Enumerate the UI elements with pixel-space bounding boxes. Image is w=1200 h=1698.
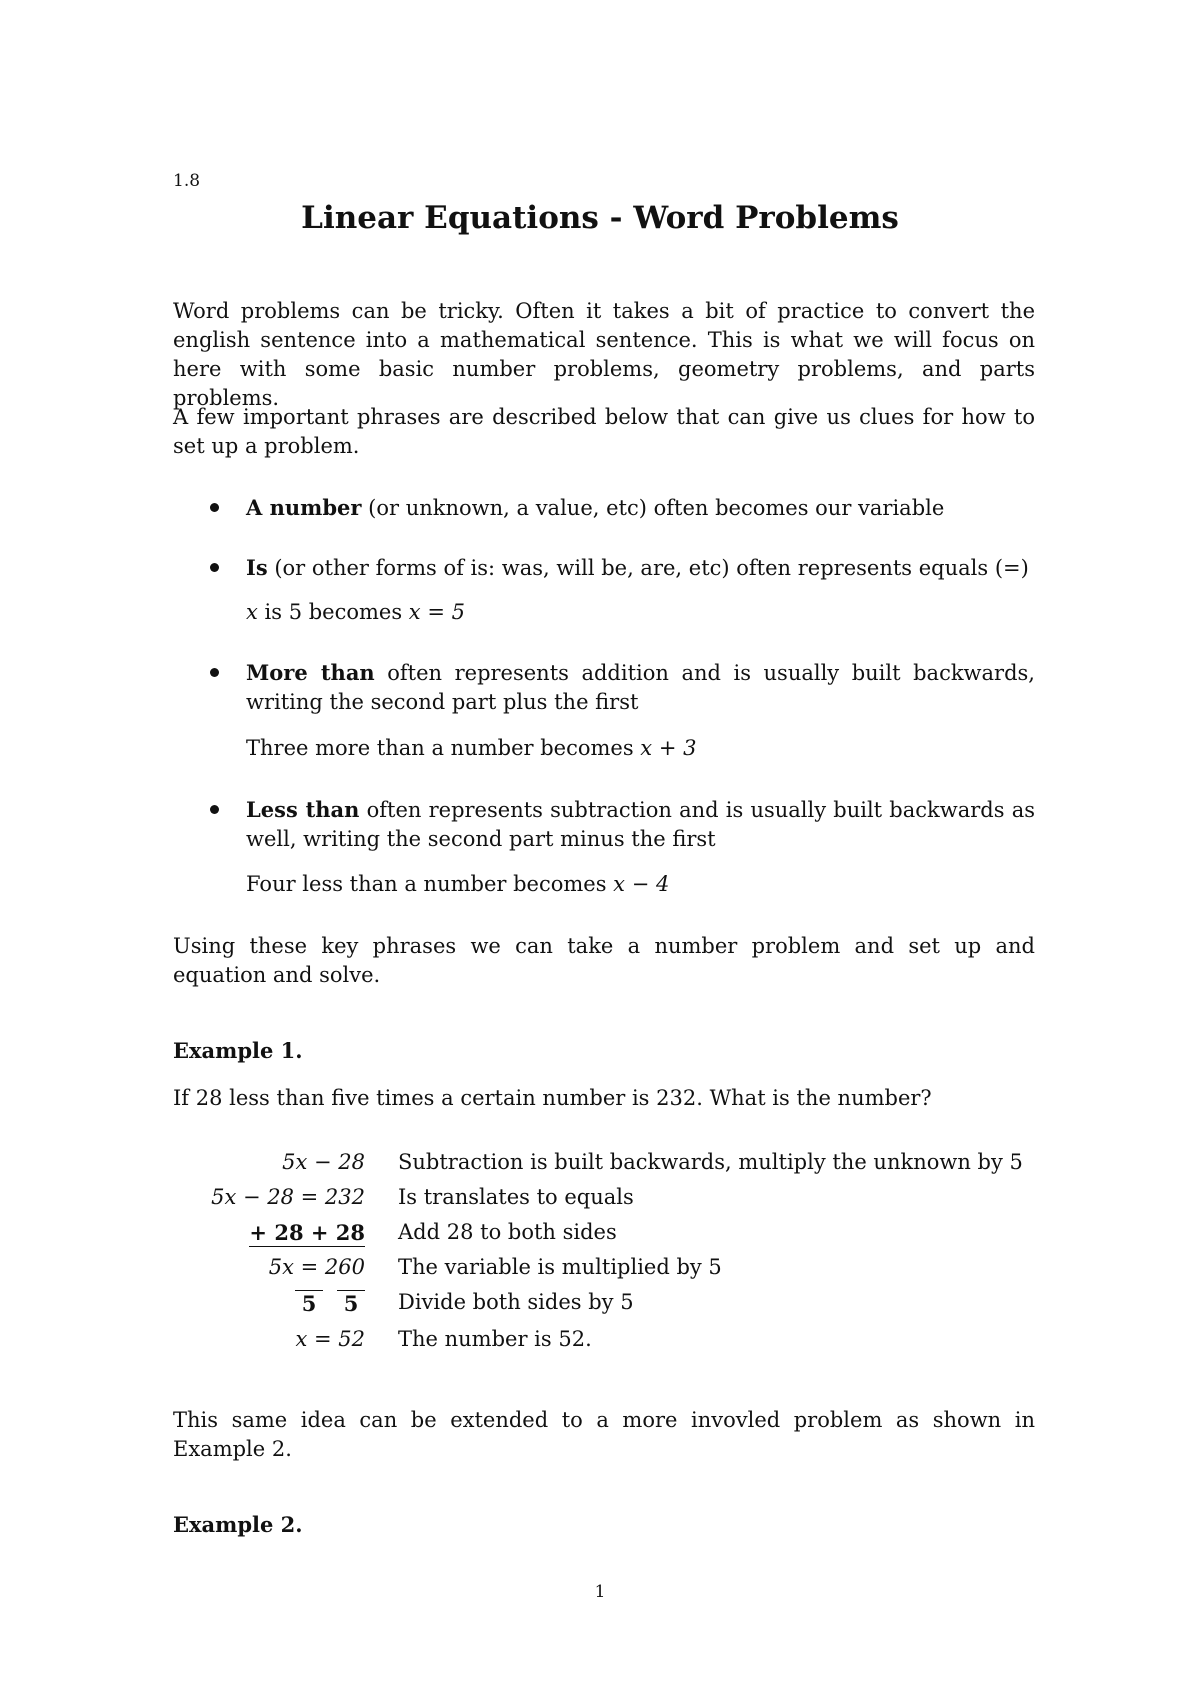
phrase-term: More than: [246, 660, 375, 685]
equation-step-left: + 28 + 28: [249, 1220, 365, 1245]
bullet-marker: [210, 563, 219, 572]
equation-step-note: The number is 52.: [398, 1327, 592, 1351]
divisor-right: 5: [337, 1290, 365, 1316]
section-number: 1.8: [173, 171, 201, 191]
phrase-term: A number: [246, 495, 362, 520]
phrase-term: Less than: [246, 797, 360, 822]
phrase-more-than: [246, 658, 1035, 717]
equation-step-note: Subtraction is built backwards, multiply the unknown by 5: [398, 1150, 1023, 1174]
example-text: Four less than a number becomes: [246, 872, 614, 896]
divisor-left: 5: [295, 1290, 323, 1316]
intro-paragraph-2: A few important phrases are described below that can give us clues for how to set up a problem.: [173, 405, 1035, 458]
bullet-marker: [210, 805, 219, 814]
phrase-description: (or other forms of is: was, will be, are, etc) often represents equals (=): [267, 556, 1029, 580]
bullet-marker: [210, 503, 219, 512]
equation-step-left: 5x = 260: [268, 1255, 365, 1279]
equation-step-left: 5x − 28: [282, 1150, 365, 1174]
equation-step-left: 5x − 28 = 232: [211, 1185, 365, 1209]
transition-paragraph: Using these key phrases we can take a number problem and set up and equation and solve.: [173, 934, 1035, 987]
phrase-description: often represents addition and is usually built backwards, writing the second part plus the first: [246, 661, 1035, 714]
equation-step-note: Add 28 to both sides: [398, 1220, 617, 1244]
equation-divide-row: [281, 1290, 365, 1316]
example-1-question: If 28 less than five times a certain number is 232. What is the number?: [173, 1086, 932, 1110]
example-equation: x + 3: [640, 736, 697, 760]
equation-step-note: Is translates to equals: [398, 1185, 634, 1209]
equation-step-left: x = 52: [295, 1327, 365, 1351]
example-equation: x − 4: [613, 872, 670, 896]
phrase-more-than-example: [246, 736, 696, 760]
page-number: 1: [594, 1582, 606, 1602]
phrase-a-number: [246, 493, 1035, 523]
phrase-description: (or unknown, a value, etc) often becomes our variable: [361, 496, 945, 520]
example-2-heading: Example 2.: [173, 1512, 303, 1537]
example-text: is 5 becomes: [257, 600, 409, 624]
phrase-description: often represents subtraction and is usually built backwards as well, writing the second part minus the first: [246, 798, 1035, 851]
closing-paragraph: This same idea can be extended to a more invovled problem as shown in Example 2.: [173, 1408, 1035, 1461]
page-title: Linear Equations - Word Problems: [301, 200, 899, 236]
equation-step-note: The variable is multiplied by 5: [398, 1255, 722, 1279]
example-equation: x = 5: [408, 600, 465, 624]
phrase-less-than-example: [246, 872, 669, 896]
intro-paragraph-1: Word problems can be tricky. Often it takes a bit of practice to convert the english sentence into a mathematical sentence. This is what we will focus on here with some basic number problems, geometry problems, and parts problems.: [173, 299, 1035, 410]
example-text: Three more than a number becomes: [246, 736, 641, 760]
example-1-heading: Example 1.: [173, 1038, 303, 1063]
phrase-less-than: [246, 795, 1035, 854]
phrase-is: [246, 553, 1035, 583]
phrase-is-example: [246, 600, 465, 624]
example-variable: x: [246, 600, 258, 624]
phrase-term: Is: [246, 555, 268, 580]
bullet-marker: [210, 668, 219, 677]
equation-step-note: Divide both sides by 5: [398, 1290, 634, 1314]
